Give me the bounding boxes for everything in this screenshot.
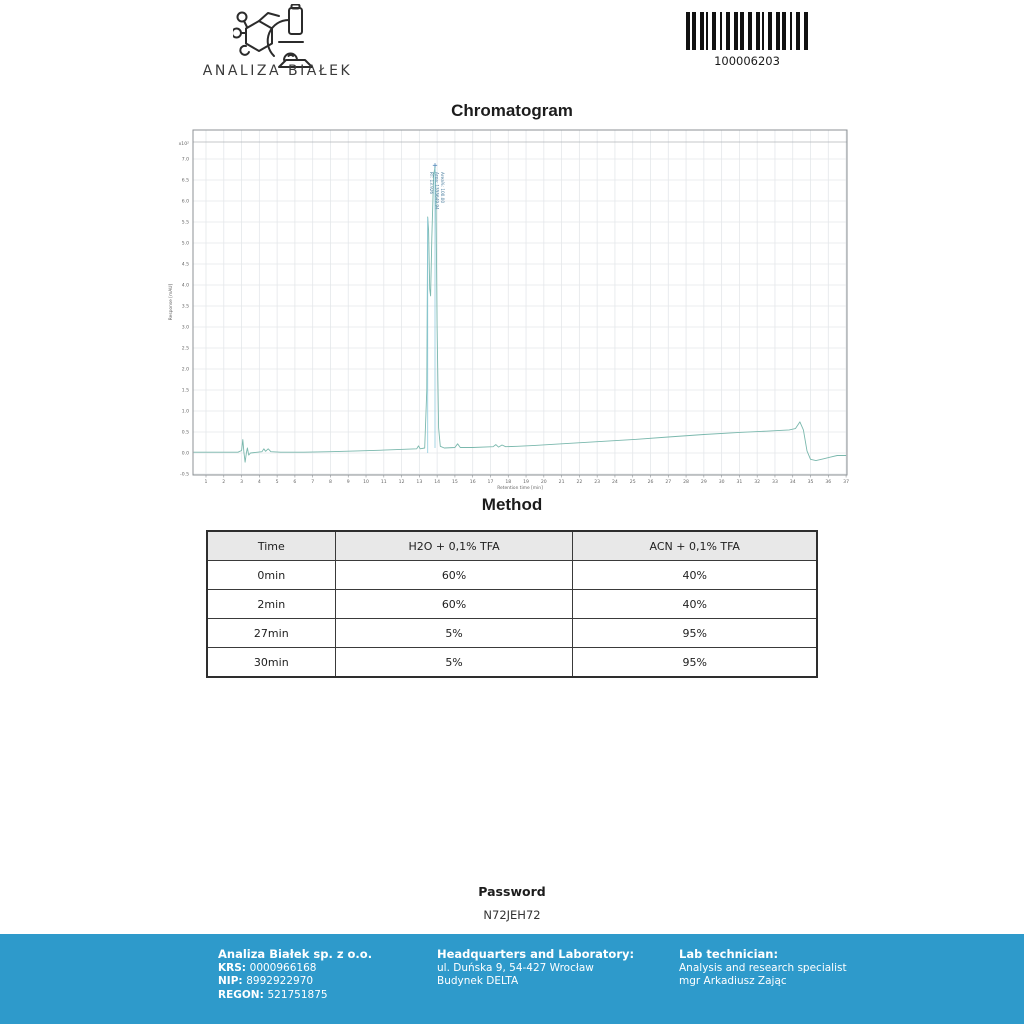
svg-text:32: 32 [754,480,761,485]
footer-company-field: REGON: 521751875 [218,988,328,1001]
svg-text:Area%: 100.00: Area%: 100.00 [439,172,445,204]
svg-text:14: 14 [434,480,441,485]
password-label: Password [478,884,546,899]
svg-text:Area: 1355649.94: Area: 1355649.94 [434,172,440,210]
footer-company-block [218,948,372,1002]
svg-text:21: 21 [558,480,565,485]
y-axis-title [168,284,174,321]
footer-line: ul. Duńska 9, 54-427 Wrocław [437,961,594,974]
svg-text:17: 17 [487,480,494,485]
svg-text:18: 18 [505,480,512,485]
table-cell: 60% [335,561,573,590]
svg-text:27: 27 [665,480,672,485]
svg-text:1.5: 1.5 [181,388,189,394]
table-row [207,561,817,590]
footer-line: Budynek DELTA [437,975,519,987]
footer-company-field: KRS: 0000966168 [218,961,317,974]
peak-apex-marker [433,163,437,167]
table-cell: 30min [207,648,335,678]
svg-text:16: 16 [469,480,476,485]
barcode [686,12,808,50]
footer [0,934,1024,1024]
svg-text:3.5: 3.5 [181,304,189,310]
peak-drop-lines [428,168,435,453]
footer-tech-title: Lab technician: [679,947,779,961]
svg-text:15: 15 [451,480,458,485]
table-cell: 5% [335,648,573,678]
method-title: Method [481,495,543,514]
table-cell: 2min [207,590,335,619]
svg-text:7: 7 [311,480,315,485]
svg-text:6.5: 6.5 [181,178,189,184]
table-row [207,648,817,678]
svg-text:7.0: 7.0 [181,157,189,163]
svg-text:25: 25 [629,480,636,485]
method-table [206,530,818,678]
svg-text:26: 26 [647,480,654,485]
svg-text:31: 31 [736,480,743,485]
table-cell: 40% [573,561,817,590]
password-block [0,884,1024,922]
svg-text:33: 33 [772,480,778,485]
footer-line: Analysis and research specialist [679,961,847,974]
svg-text:-0.5: -0.5 [180,472,189,478]
svg-text:Response [mAU]: Response [mAU] [169,283,174,321]
table-cell: 27min [207,619,335,648]
table-header-cell: Time [207,531,335,561]
svg-text:30: 30 [718,480,725,485]
table-cell: 95% [573,648,817,678]
chart-gridlines [193,130,847,475]
table-row [207,590,817,619]
svg-text:8: 8 [328,480,332,485]
svg-text:9: 9 [346,480,350,485]
svg-text:6: 6 [293,480,297,485]
table-cell: 0min [207,561,335,590]
svg-text:35: 35 [807,480,814,485]
svg-text:22: 22 [576,480,583,485]
footer-company-name: Analiza Białek sp. z o.o. [218,947,373,961]
svg-text:5: 5 [275,480,279,485]
svg-text:4.5: 4.5 [181,262,189,268]
svg-text:19: 19 [523,480,529,485]
table-header-cell: H2O + 0,1% TFA [335,531,573,561]
svg-text:29: 29 [700,480,707,485]
svg-text:3.0: 3.0 [181,325,189,331]
table-cell: 60% [335,590,573,619]
svg-text:4.0: 4.0 [181,283,189,289]
table-cell: 5% [335,619,573,648]
svg-text:12: 12 [398,480,405,485]
svg-text:2.5: 2.5 [181,346,189,352]
footer-tech-block [679,948,847,989]
svg-text:0.0: 0.0 [181,451,189,457]
chromatogram-trace [194,167,847,463]
svg-text:1.0: 1.0 [181,409,189,415]
logo-text: ANALIZA BIAŁEK [202,63,353,79]
svg-text:1: 1 [204,480,208,485]
password-value: N72JEH72 [483,908,541,922]
svg-text:0.5: 0.5 [181,430,189,436]
table-cell: 40% [573,590,817,619]
svg-text:11: 11 [380,480,387,485]
svg-text:13: 13 [416,480,423,485]
footer-hq-block [437,948,634,989]
x-axis-title [497,485,543,491]
svg-text:2: 2 [222,480,226,485]
svg-text:Retention time [min]: Retention time [min] [497,486,543,491]
svg-text:2.0: 2.0 [181,367,189,373]
peak-annotation [429,172,445,210]
svg-text:5.5: 5.5 [181,220,189,226]
y-scale-label [179,141,190,147]
microscope-molecule-logo-icon [233,4,323,68]
svg-text:37: 37 [843,480,850,485]
svg-text:20: 20 [540,480,547,485]
chromatogram-title: Chromatogram [451,101,573,120]
barcode-number: 100006203 [714,54,780,68]
svg-text:4: 4 [257,480,261,485]
svg-text:RT: 13.926: RT: 13.926 [429,172,434,195]
footer-line: mgr Arkadiusz Zając [679,975,787,987]
footer-company-field: NIP: 8992922970 [218,975,314,987]
chromatogram-chart [165,126,860,500]
svg-text:34: 34 [789,480,796,485]
svg-text:24: 24 [612,480,618,485]
svg-text:x10²: x10² [178,142,189,147]
svg-text:3: 3 [240,480,244,485]
svg-text:5.0: 5.0 [181,241,189,247]
chart-axis-ticks-labels [180,157,849,485]
table-cell: 95% [573,619,817,648]
svg-text:6.0: 6.0 [181,199,189,205]
chart-plot-border [193,130,847,475]
svg-text:23: 23 [594,480,601,485]
table-row [207,619,817,648]
table-header-cell: ACN + 0,1% TFA [573,531,817,561]
svg-text:28: 28 [683,480,689,485]
svg-text:10: 10 [363,480,369,485]
svg-text:36: 36 [825,480,832,485]
footer-hq-title: Headquarters and Laboratory: [437,947,635,961]
